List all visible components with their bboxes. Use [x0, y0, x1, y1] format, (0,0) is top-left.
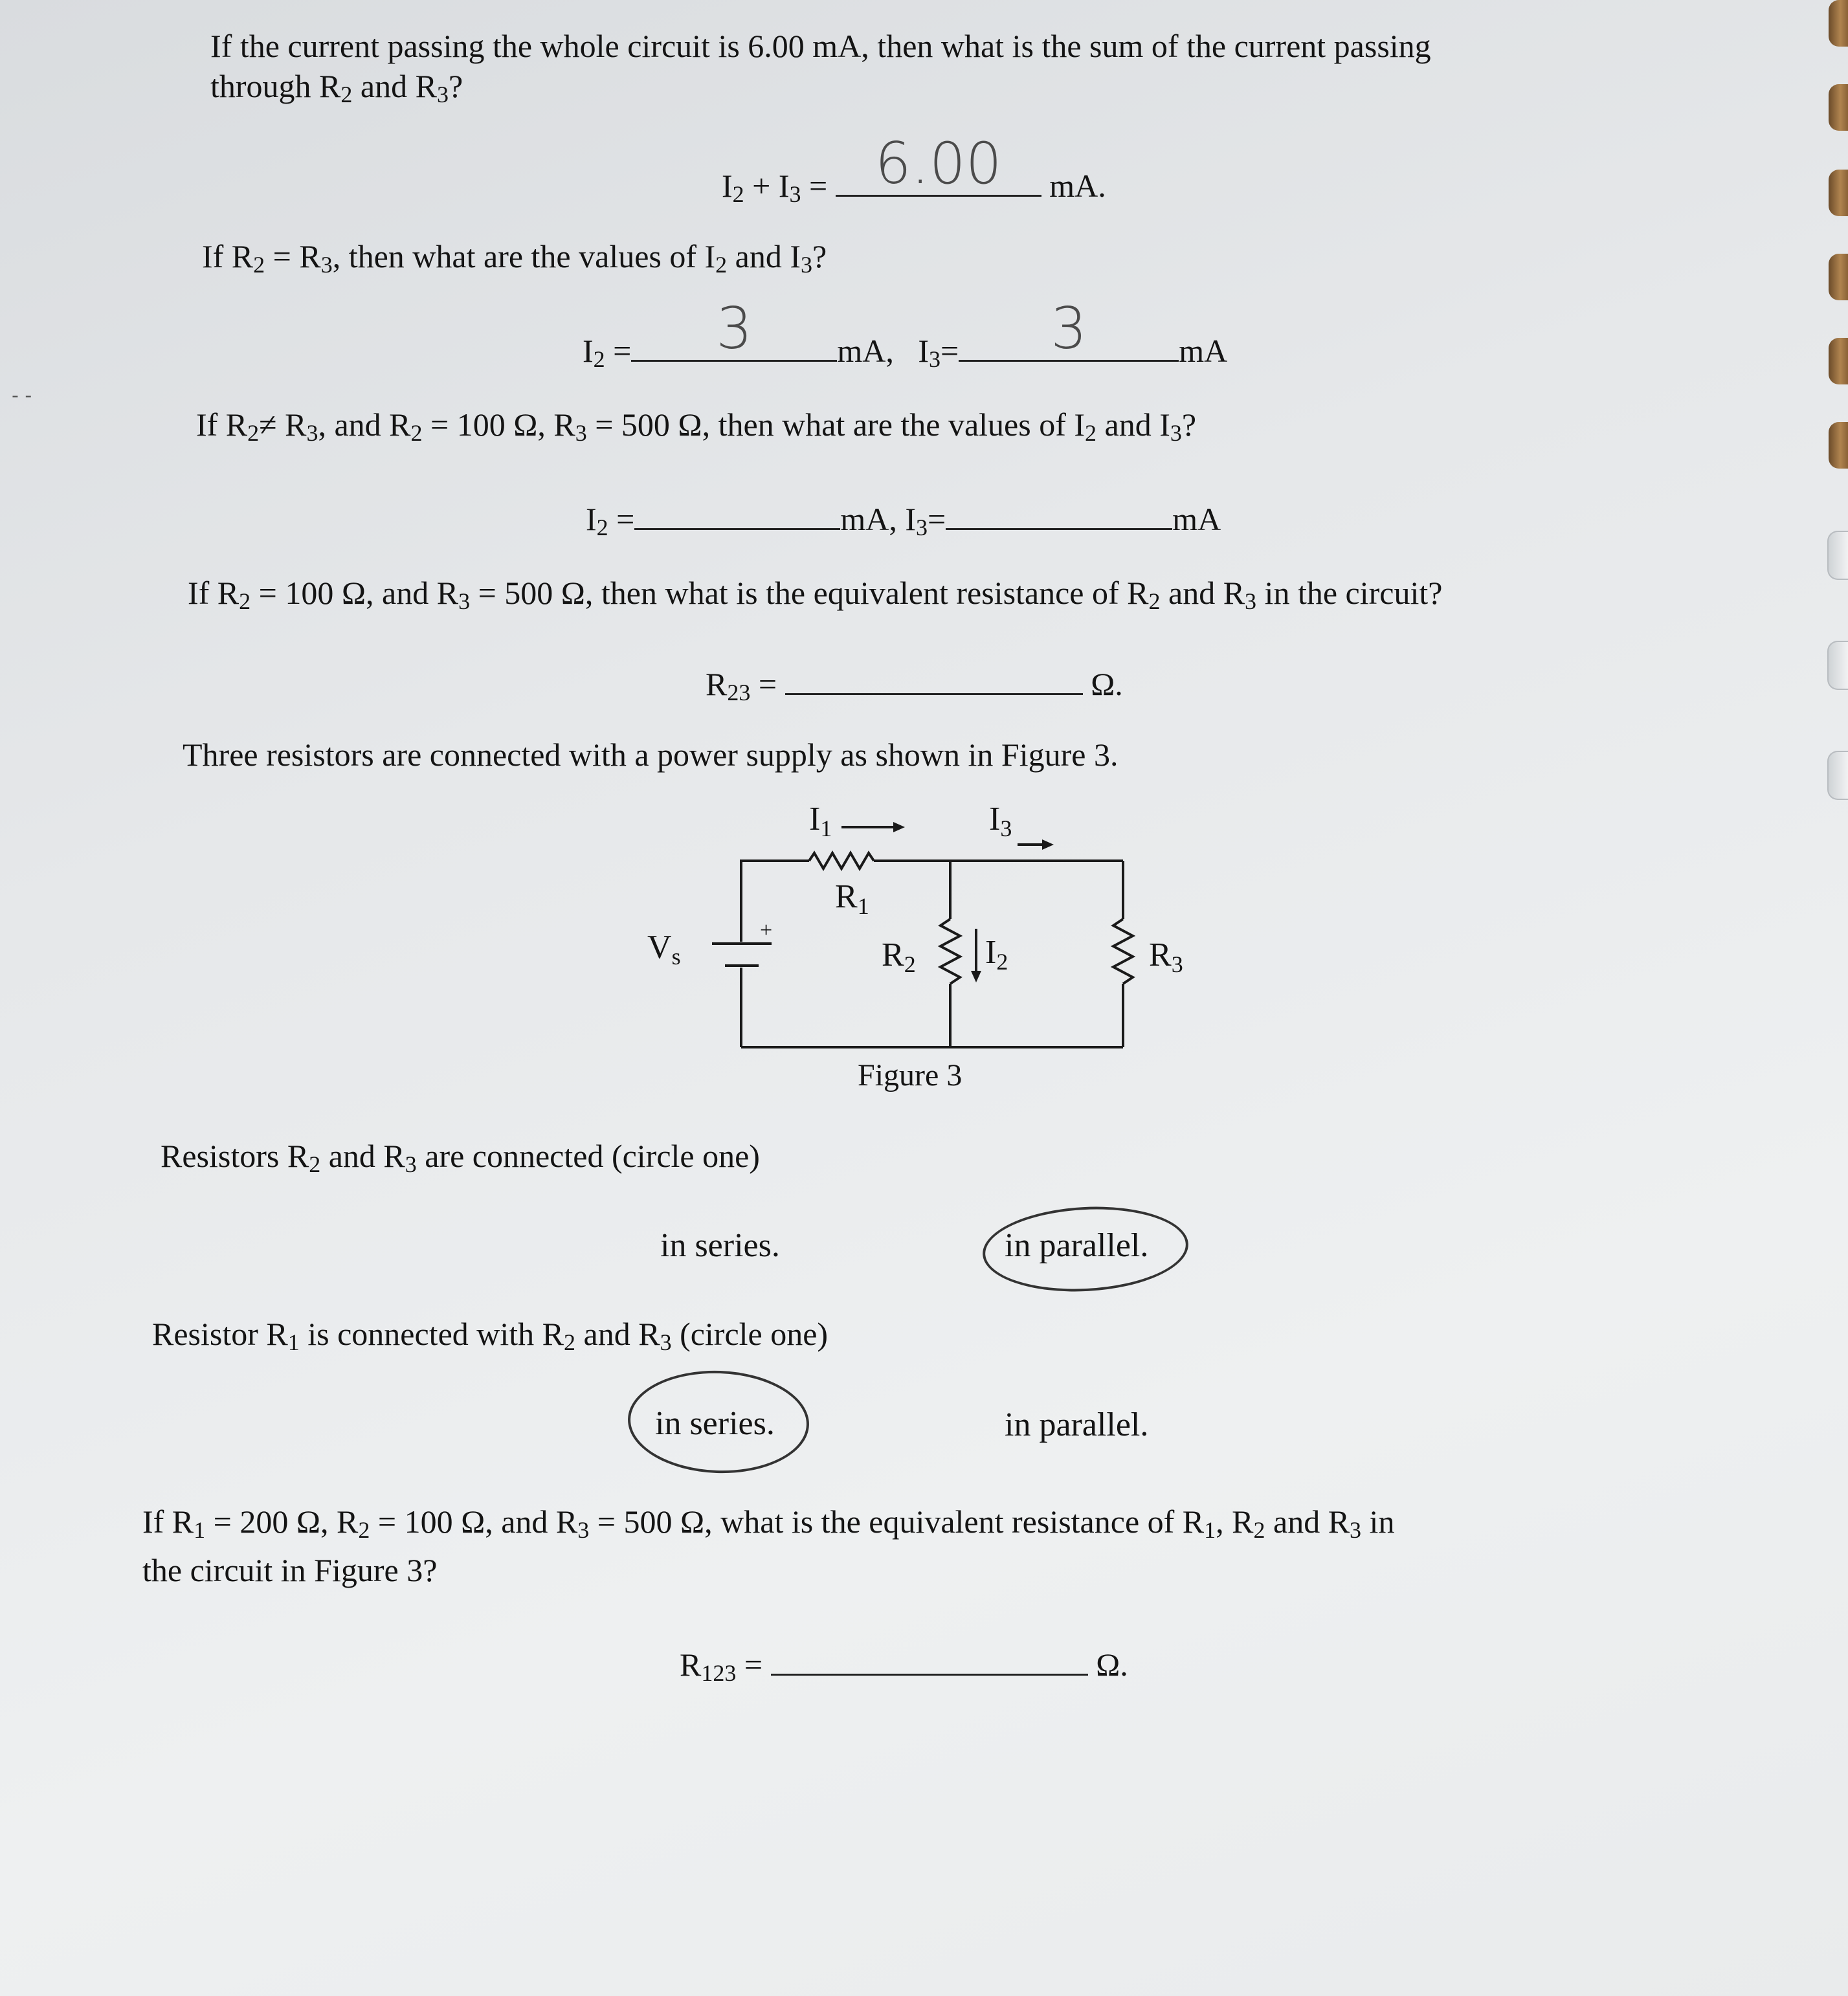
label-plus: + — [760, 918, 773, 942]
label-r2: R2 — [882, 937, 916, 977]
answer-blank[interactable] — [836, 130, 1041, 197]
answer-line-i2-plus-i3: $I_2 + I_3$ = 6.00 mA. — [722, 130, 1106, 207]
label-r3: R3 — [1149, 937, 1183, 977]
question-unequal-resistors: If $R_2\ne R_3$, and $R_2 = 100$ Ω, $R_3 = 500$ Ω, then what are the values of $I_2$ and $I_3$? — [196, 406, 1197, 446]
option-parallel-r1[interactable]: in parallel. — [1005, 1406, 1149, 1443]
question-r123-equivalent: If $R_1 = 200$ Ω, $R_2 = 100$ Ω, and $R_3 = 500$ Ω, what is the equivalent resistance of $R_1$, $R_2$ and $R_3$ in the circuit in Figure 3? — [142, 1503, 1395, 1588]
question-r2-r3-connection: Resistors $R_2$ and $R_3$ are connected (circle one) — [161, 1138, 760, 1177]
option-series-r2-r3[interactable]: in series. — [660, 1227, 780, 1264]
answer-line-r123: $R_{123} = \Omega$. — [680, 1637, 1128, 1687]
answer-line-i2-i3: $I_2$ = 3 mA, $I_3=$ 3 mA — [583, 295, 1228, 372]
question-equal-resistors: If $R_2 = R_3$, then what are the values of $I_2$ and $I_3$? — [202, 238, 827, 278]
question-r1-connection: Resistor $R_1$ is connected with $R_2$ and $R_3$ (circle one) — [152, 1316, 829, 1355]
handwritten-answer-i3: 3 — [1051, 295, 1087, 362]
figure-intro-text: Three resistors are connected with a power supply as shown in Figure 3. — [183, 737, 1119, 773]
resistor-r1 — [809, 853, 874, 869]
handwritten-answer: 6.00 — [874, 130, 1002, 197]
circle-mark-series — [626, 1368, 810, 1476]
question-r23-equivalent: If $R_2 = 100$ Ω, and $R_3 = 500$ Ω, then what is the equivalent resistance of $R_2$ and $R_3$ in the circuit? — [188, 575, 1443, 614]
question-total-current: If the current passing the whole circuit is 6.00 mA, then what is the sum of the current passing through $R_2$ and $R_3$? — [210, 28, 1431, 107]
answer-line-r23: $R_{23} = \Omega$. — [706, 657, 1123, 706]
resistor-r3 — [1113, 919, 1133, 984]
option-series-r1[interactable]: in series. — [655, 1405, 775, 1442]
label-vs: Vs — [647, 929, 681, 970]
circuit-diagram — [621, 796, 1204, 1100]
handwritten-answer-i2: 3 — [716, 295, 753, 362]
figure-caption: Figure 3 — [858, 1058, 963, 1092]
answer-blank-r23[interactable] — [785, 657, 1083, 695]
label-i2: I2 — [985, 934, 1008, 975]
answer-blank-i2[interactable] — [634, 492, 840, 530]
answer-blank-i3[interactable] — [959, 295, 1179, 362]
label-r1: R1 — [835, 878, 869, 919]
circle-mark-parallel — [981, 1202, 1190, 1296]
margin-mark: - - — [12, 384, 32, 407]
label-i3: I3 — [989, 801, 1012, 841]
answer-line-i2-i3-unequal: $I_2$ = mA, $I_3=$ mA — [586, 492, 1221, 541]
answer-blank-i3[interactable] — [946, 492, 1172, 530]
answer-blank-i2[interactable] — [631, 295, 837, 362]
spiral-binding — [1826, 0, 1848, 1996]
label-i1: I1 — [809, 801, 832, 841]
option-parallel-r2-r3[interactable]: in parallel. — [1005, 1227, 1149, 1264]
answer-blank-r123[interactable] — [771, 1637, 1088, 1676]
resistor-r2 — [941, 919, 960, 984]
